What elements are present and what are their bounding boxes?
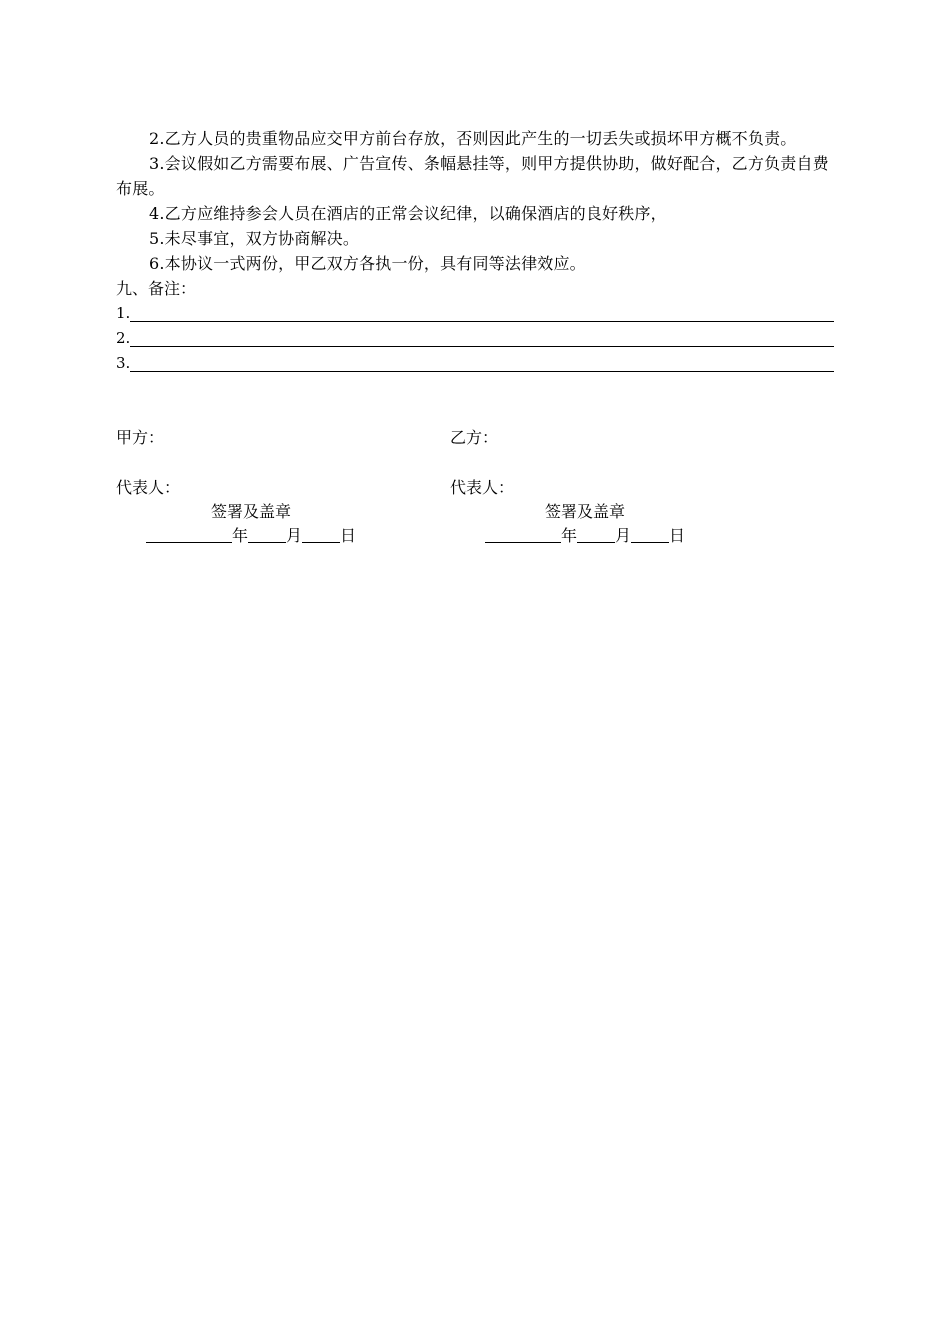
remark-fill-blank[interactable] (130, 303, 834, 322)
day-blank[interactable] (302, 526, 340, 543)
remark-line-2 (116, 326, 834, 351)
month-label: 月 (614, 526, 631, 545)
remark-fill-blank[interactable] (130, 353, 834, 372)
remark-line-3 (116, 351, 834, 376)
day-label: 日 (669, 526, 686, 545)
party-b-signature-block (450, 426, 720, 548)
clause-list (116, 126, 834, 376)
month-blank[interactable] (248, 526, 286, 543)
remark-number: 1. (116, 304, 131, 322)
party-a-signature-block (116, 426, 386, 548)
day-blank[interactable] (631, 526, 669, 543)
party-a-sign-label: 签署及盖章 (210, 502, 291, 521)
clause-2: 2.乙方人员的贵重物品应交甲方前台存放，否则因此产生的一切丢失或损坏甲方概不负责。 (149, 129, 797, 148)
clause-5: 5.未尽事宜，双方协商解决。 (149, 229, 360, 248)
clause-3: 3.会议假如乙方需要布展、广告宣传、条幅悬挂等，则甲方提供协助，做好配合，乙方负责自费布展。 (116, 154, 829, 198)
day-label: 日 (340, 526, 357, 545)
month-label: 月 (285, 526, 302, 545)
party-a-date-line (116, 524, 386, 548)
party-b-date-line (450, 524, 720, 548)
year-label: 年 (231, 526, 248, 545)
remark-number: 2. (116, 329, 131, 347)
party-b-label: 乙方： (450, 428, 499, 447)
party-a-label: 甲方： (116, 428, 165, 447)
clause-6: 6.本协议一式两份，甲乙双方各执一份，具有同等法律效应。 (149, 254, 586, 273)
clause-4: 4.乙方应维持参会人员在酒店的正常会议纪律，以确保酒店的良好秩序， (149, 204, 667, 223)
remarks-heading: 九、备注： (116, 279, 197, 298)
remark-fill-blank[interactable] (130, 328, 834, 347)
year-label: 年 (560, 526, 577, 545)
month-blank[interactable] (577, 526, 615, 543)
party-b-representative-label: 代表人： (450, 478, 515, 497)
year-blank[interactable] (146, 526, 232, 543)
remark-number: 3. (116, 354, 131, 372)
year-blank[interactable] (485, 526, 561, 543)
remark-line-1 (116, 301, 834, 326)
party-a-representative-label: 代表人： (116, 478, 181, 497)
party-b-sign-label: 签署及盖章 (544, 502, 625, 521)
